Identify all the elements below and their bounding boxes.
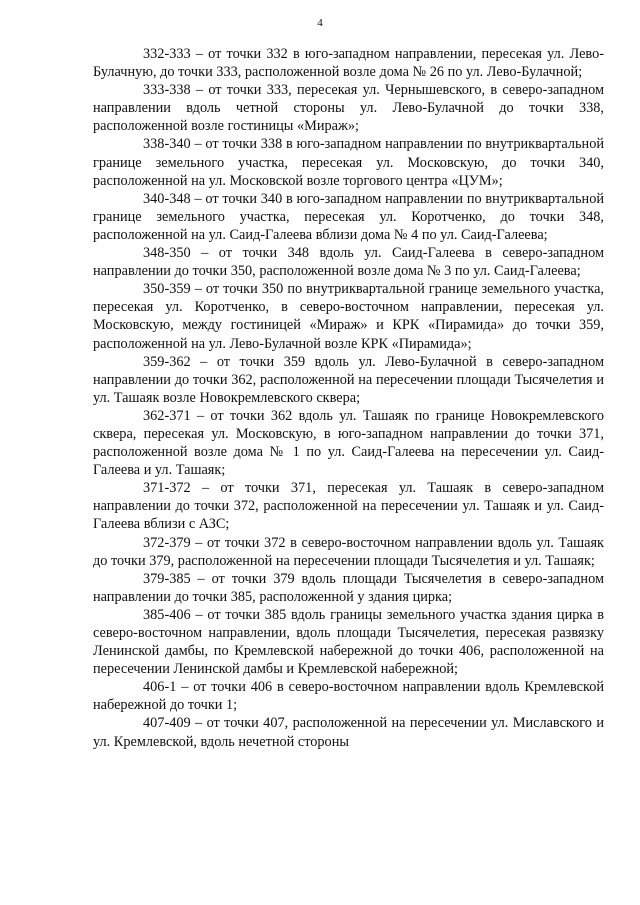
paragraph-379-385: 379-385 – от точки 379 вдоль площади Тысячелетия в северо-западном направлении до точки 385, расположенной у здания цирка; <box>93 570 604 605</box>
paragraph-340-348: 340-348 – от точки 340 в юго-западном направлении по внутриквартальной границе земельного участка, пересекая ул. Коротченко, до точки 348, расположенной на ул. Саид-Галеева вблизи дома № 4 по ул. Саид-Галеева; <box>93 190 604 243</box>
paragraph-348-350: 348-350 – от точки 348 вдоль ул. Саид-Галеева в северо-западном направлении до точки 350, расположенной возле дома № 3 по ул. Саид-Галеева; <box>93 245 604 280</box>
page-number: 4 <box>317 17 323 29</box>
paragraph-372-379: 372-379 – от точки 372 в северо-восточном направлении вдоль ул. Ташаяк до точки 379, расположенной на пересечении площади Тысячелетия и ул. Ташаяк; <box>93 534 604 569</box>
paragraph-407-409: 407-409 – от точки 407, расположенной на пересечении ул. Миславского и ул. Кремлевской, вдоль нечетной стороны <box>93 715 604 750</box>
paragraph-332-333: 332-333 – от точки 332 в юго-западном направлении, пересекая ул. Лево-Булачную, до точки 333, расположенной возле дома № 26 по ул. Лево-Булачной; <box>93 46 604 81</box>
paragraph-362-371: 362-371 – от точки 362 вдоль ул. Ташаяк по границе Новокремлевского сквера, пересекая ул. Московскую, в юго-западном направлении до точки 371, расположенной возле дома № 1 по ул. Саид-Галеева на пересечении ул. Саид-Галеева и ул. Ташаяк; <box>93 407 604 479</box>
paragraph-406-1: 406-1 – от точки 406 в северо-восточном направлении вдоль Кремлевской набережной до точки 1; <box>93 679 604 714</box>
document-body <box>93 45 604 751</box>
paragraph-371-372: 371-372 – от точки 371, пересекая ул. Ташаяк в северо-западном направлении до точки 372, расположенной на пересечении ул. Ташаяк и ул. Саид-Галеева вблизи с АЗС; <box>93 480 604 533</box>
paragraph-385-406: 385-406 – от точки 385 вдоль границы земельного участка здания цирка в северо-восточном направлении, вдоль площади Тысячелетия, пересекая развязку Ленинской дамбы, по Кремлевской набережной до точки 406, расположенной на пересечении Ленинской дамбы и Кремлевской набережной; <box>93 606 604 678</box>
paragraph-333-338: 333-338 – от точки 333, пересекая ул. Чернышевского, в северо-западном направлении вдоль четной стороны ул. Лево-Булачной до точки 338, расположенной возле гостиницы «Мираж»; <box>93 82 604 135</box>
paragraph-359-362: 359-362 – от точки 359 вдоль ул. Лево-Булачной в северо-западном направлении до точки 362, расположенной на пересечении площади Тысячелетия и ул. Ташаяк возле Новокремлевского сквера; <box>93 353 604 406</box>
paragraph-338-340: 338-340 – от точки 338 в юго-западном направлении по внутриквартальной границе земельного участка, пересекая ул. Московскую, до точки 340, расположенной на ул. Московской возле торгового центра «ЦУМ»; <box>93 136 604 189</box>
paragraph-350-359: 350-359 – от точки 350 по внутриквартальной границе земельного участка, пересекая ул. Коротченко, в северо-восточном направлении, пересекая ул. Московскую, между гостиницей «Мираж» и КРК «Пирамида» до точки 359, расположенной на ул. Лево-Булачной возле КРК «Пирамида»; <box>93 281 604 352</box>
